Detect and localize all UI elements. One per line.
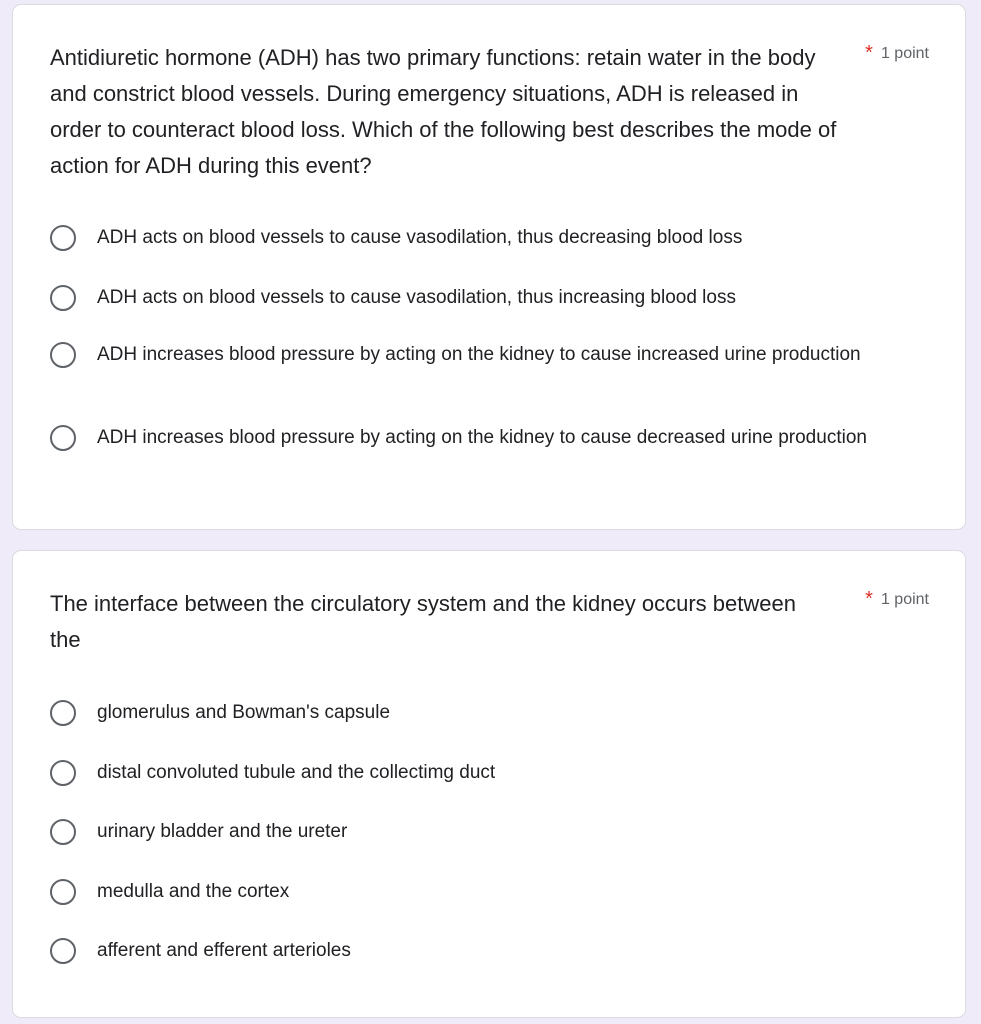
radio-button[interactable] — [50, 425, 76, 451]
radio-option[interactable] — [50, 698, 900, 727]
option-label[interactable]: ADH acts on blood vessels to cause vasodilation, thus decreasing blood loss — [97, 227, 743, 248]
required-asterisk: * — [865, 42, 873, 64]
radio-option[interactable] — [50, 283, 900, 312]
points-label: 1 point — [880, 45, 929, 62]
radio-option[interactable] — [50, 423, 900, 452]
points-indicator — [865, 587, 929, 609]
radio-option[interactable] — [50, 340, 900, 369]
radio-button[interactable] — [50, 342, 76, 368]
question-card — [12, 4, 966, 530]
radio-button[interactable] — [50, 938, 76, 964]
question-title: The interface between the circulatory system and the kidney occurs between the — [50, 591, 796, 652]
radio-option[interactable] — [50, 758, 900, 787]
option-label[interactable]: ADH acts on blood vessels to cause vasodilation, thus increasing blood loss — [97, 287, 736, 308]
question-title: Antidiuretic hormone (ADH) has two primary functions: retain water in the body and constrict blood vessels. During emergency situations, ADH is released in order to counteract blood loss. Which of the following best describes the mode of action for ADH during this event? — [50, 45, 837, 178]
radio-option[interactable] — [50, 877, 900, 906]
radio-option[interactable] — [50, 936, 900, 965]
radio-button[interactable] — [50, 760, 76, 786]
points-label: 1 point — [880, 591, 929, 608]
radio-option[interactable] — [50, 817, 900, 846]
points-indicator — [865, 41, 929, 63]
option-label[interactable]: ADH increases blood pressure by acting on the kidney to cause decreased urine production — [97, 427, 867, 448]
radio-button[interactable] — [50, 700, 76, 726]
radio-button[interactable] — [50, 285, 76, 311]
option-label[interactable]: afferent and efferent arterioles — [97, 940, 351, 961]
option-label[interactable]: ADH increases blood pressure by acting on the kidney to cause increased urine production — [97, 344, 861, 365]
question-card — [12, 550, 966, 1018]
radio-option[interactable] — [50, 223, 900, 252]
required-asterisk: * — [865, 588, 873, 610]
option-label[interactable]: distal convoluted tubule and the collectimg duct — [97, 762, 496, 783]
radio-button[interactable] — [50, 819, 76, 845]
option-label[interactable]: urinary bladder and the ureter — [97, 821, 348, 842]
option-label[interactable]: medulla and the cortex — [97, 881, 290, 902]
radio-button[interactable] — [50, 879, 76, 905]
option-label[interactable]: glomerulus and Bowman's capsule — [97, 702, 391, 723]
radio-button[interactable] — [50, 225, 76, 251]
